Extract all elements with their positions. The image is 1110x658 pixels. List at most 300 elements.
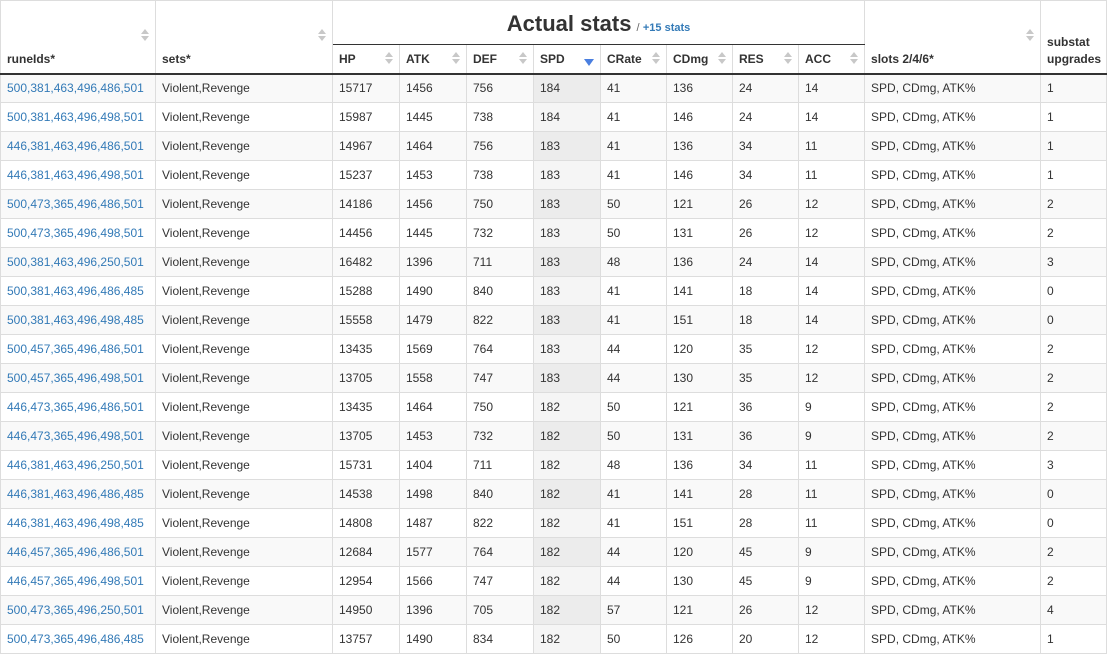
sort-icon <box>318 29 326 41</box>
sort-icon <box>141 29 149 41</box>
cell-cdmg: 126 <box>667 625 733 654</box>
col-header-cdmg[interactable] <box>667 45 733 74</box>
cell-runeids <box>1 306 156 335</box>
col-header-label: CDmg <box>673 51 709 66</box>
cell-cdmg: 151 <box>667 509 733 538</box>
cell-res: 26 <box>733 596 799 625</box>
cell-spd: 183 <box>534 364 601 393</box>
cell-acc: 9 <box>799 567 865 596</box>
cell-runeids <box>1 74 156 103</box>
cell-res: 36 <box>733 422 799 451</box>
cell-hp: 15288 <box>333 277 400 306</box>
table-row <box>1 277 1107 306</box>
cell-res: 20 <box>733 625 799 654</box>
cell-runeids <box>1 538 156 567</box>
rune-ids-link[interactable]: 500,473,365,496,486,485 <box>7 632 144 646</box>
cell-substat-upgrades: 1 <box>1041 103 1107 132</box>
cell-atk: 1490 <box>400 277 467 306</box>
cell-hp: 13705 <box>333 364 400 393</box>
cell-acc: 14 <box>799 248 865 277</box>
cell-res: 34 <box>733 132 799 161</box>
cell-def: 747 <box>467 364 534 393</box>
cell-crate: 48 <box>601 451 667 480</box>
cell-spd: 183 <box>534 248 601 277</box>
cell-sets: Violent,Revenge <box>156 480 333 509</box>
cell-atk: 1479 <box>400 306 467 335</box>
cell-substat-upgrades: 2 <box>1041 190 1107 219</box>
cell-cdmg: 121 <box>667 190 733 219</box>
cell-res: 26 <box>733 219 799 248</box>
cell-substat-upgrades: 2 <box>1041 567 1107 596</box>
cell-acc: 14 <box>799 306 865 335</box>
cell-def: 822 <box>467 509 534 538</box>
group-separator: / <box>636 21 640 34</box>
table-row <box>1 219 1107 248</box>
rune-ids-link[interactable]: 446,381,463,496,486,485 <box>7 487 144 501</box>
cell-res: 24 <box>733 74 799 103</box>
cell-cdmg: 141 <box>667 277 733 306</box>
cell-runeids <box>1 567 156 596</box>
cell-cdmg: 146 <box>667 103 733 132</box>
cell-slots: SPD, CDmg, ATK% <box>865 480 1041 509</box>
cell-substat-upgrades: 0 <box>1041 480 1107 509</box>
cell-runeids <box>1 509 156 538</box>
cell-def: 764 <box>467 335 534 364</box>
cell-cdmg: 151 <box>667 306 733 335</box>
sort-icon <box>519 52 527 64</box>
cell-slots: SPD, CDmg, ATK% <box>865 567 1041 596</box>
cell-slots: SPD, CDmg, ATK% <box>865 132 1041 161</box>
cell-sets: Violent,Revenge <box>156 364 333 393</box>
cell-sets: Violent,Revenge <box>156 538 333 567</box>
cell-atk: 1404 <box>400 451 467 480</box>
cell-slots: SPD, CDmg, ATK% <box>865 451 1041 480</box>
cell-crate: 44 <box>601 538 667 567</box>
cell-sets: Violent,Revenge <box>156 248 333 277</box>
cell-crate: 44 <box>601 335 667 364</box>
cell-hp: 15717 <box>333 74 400 103</box>
cell-substat-upgrades: 2 <box>1041 538 1107 567</box>
cell-def: 732 <box>467 422 534 451</box>
cell-runeids <box>1 451 156 480</box>
cell-spd: 183 <box>534 335 601 364</box>
cell-atk: 1577 <box>400 538 467 567</box>
cell-substat-upgrades: 1 <box>1041 74 1107 103</box>
cell-sets: Violent,Revenge <box>156 132 333 161</box>
cell-acc: 12 <box>799 335 865 364</box>
cell-cdmg: 136 <box>667 132 733 161</box>
sort-icon <box>850 52 858 64</box>
cell-slots: SPD, CDmg, ATK% <box>865 219 1041 248</box>
cell-sets: Violent,Revenge <box>156 219 333 248</box>
cell-atk: 1453 <box>400 422 467 451</box>
cell-cdmg: 131 <box>667 422 733 451</box>
cell-spd: 182 <box>534 422 601 451</box>
cell-hp: 15237 <box>333 161 400 190</box>
table-row <box>1 451 1107 480</box>
rune-ids-link[interactable]: 500,473,365,496,486,501 <box>7 197 144 211</box>
cell-res: 24 <box>733 103 799 132</box>
actual-stats-group-header <box>333 1 865 45</box>
cell-crate: 41 <box>601 161 667 190</box>
cell-sets: Violent,Revenge <box>156 103 333 132</box>
rune-ids-link[interactable]: 446,381,463,496,250,501 <box>7 458 144 472</box>
col-header-runeids[interactable] <box>1 1 156 74</box>
cell-acc: 14 <box>799 103 865 132</box>
plus15-stats-link[interactable]: +15 stats <box>642 21 691 34</box>
cell-substat-upgrades: 1 <box>1041 132 1107 161</box>
cell-runeids <box>1 625 156 654</box>
cell-hp: 15558 <box>333 306 400 335</box>
cell-slots: SPD, CDmg, ATK% <box>865 190 1041 219</box>
cell-spd: 183 <box>534 132 601 161</box>
cell-atk: 1498 <box>400 480 467 509</box>
col-header-hp[interactable] <box>333 45 400 74</box>
cell-atk: 1456 <box>400 190 467 219</box>
rune-ids-link[interactable]: 446,381,463,496,498,485 <box>7 516 144 530</box>
table-row <box>1 190 1107 219</box>
cell-res: 45 <box>733 538 799 567</box>
cell-acc: 14 <box>799 277 865 306</box>
col-header-res[interactable] <box>733 45 799 74</box>
table-row <box>1 567 1107 596</box>
cell-def: 750 <box>467 190 534 219</box>
cell-runeids <box>1 480 156 509</box>
cell-substat-upgrades: 0 <box>1041 509 1107 538</box>
cell-slots: SPD, CDmg, ATK% <box>865 625 1041 654</box>
cell-hp: 14808 <box>333 509 400 538</box>
cell-def: 840 <box>467 277 534 306</box>
cell-atk: 1456 <box>400 74 467 103</box>
cell-hp: 13705 <box>333 422 400 451</box>
rune-ids-link[interactable]: 446,473,365,496,486,501 <box>7 400 144 414</box>
col-header-label-line1: substat <box>1047 34 1090 49</box>
cell-crate: 50 <box>601 625 667 654</box>
cell-res: 35 <box>733 335 799 364</box>
rune-ids-link[interactable]: 446,457,365,496,486,501 <box>7 545 144 559</box>
cell-spd: 182 <box>534 625 601 654</box>
cell-res: 28 <box>733 480 799 509</box>
cell-slots: SPD, CDmg, ATK% <box>865 277 1041 306</box>
cell-substat-upgrades: 3 <box>1041 451 1107 480</box>
cell-hp: 12684 <box>333 538 400 567</box>
cell-substat-upgrades: 1 <box>1041 625 1107 654</box>
cell-cdmg: 136 <box>667 74 733 103</box>
cell-atk: 1566 <box>400 567 467 596</box>
col-header-slots[interactable] <box>865 1 1041 74</box>
cell-cdmg: 136 <box>667 451 733 480</box>
cell-atk: 1445 <box>400 219 467 248</box>
cell-res: 24 <box>733 248 799 277</box>
cell-spd: 183 <box>534 306 601 335</box>
rune-ids-link[interactable]: 446,381,463,496,486,501 <box>7 139 144 153</box>
cell-crate: 41 <box>601 277 667 306</box>
cell-hp: 14967 <box>333 132 400 161</box>
rune-ids-link[interactable]: 500,473,365,496,250,501 <box>7 603 144 617</box>
cell-sets: Violent,Revenge <box>156 393 333 422</box>
cell-atk: 1464 <box>400 132 467 161</box>
cell-substat-upgrades: 0 <box>1041 277 1107 306</box>
cell-cdmg: 120 <box>667 538 733 567</box>
cell-hp: 14456 <box>333 219 400 248</box>
cell-crate: 41 <box>601 306 667 335</box>
table-row <box>1 306 1107 335</box>
cell-runeids <box>1 132 156 161</box>
cell-acc: 9 <box>799 422 865 451</box>
cell-acc: 11 <box>799 161 865 190</box>
cell-def: 750 <box>467 393 534 422</box>
col-header-label: RES <box>739 51 764 66</box>
rune-ids-link[interactable]: 446,473,365,496,498,501 <box>7 429 144 443</box>
cell-def: 840 <box>467 480 534 509</box>
cell-atk: 1558 <box>400 364 467 393</box>
cell-crate: 44 <box>601 567 667 596</box>
cell-crate: 41 <box>601 132 667 161</box>
col-header-label: ATK <box>406 51 430 66</box>
cell-runeids <box>1 335 156 364</box>
cell-runeids <box>1 161 156 190</box>
cell-def: 711 <box>467 248 534 277</box>
rune-ids-link[interactable]: 500,381,463,496,486,485 <box>7 284 144 298</box>
cell-acc: 12 <box>799 190 865 219</box>
cell-substat-upgrades: 1 <box>1041 161 1107 190</box>
col-header-label: HP <box>339 51 356 66</box>
cell-crate: 44 <box>601 364 667 393</box>
table-row <box>1 393 1107 422</box>
cell-hp: 13435 <box>333 393 400 422</box>
cell-slots: SPD, CDmg, ATK% <box>865 596 1041 625</box>
col-header-substat-upgrades[interactable] <box>1041 1 1107 74</box>
col-header-crate[interactable] <box>601 45 667 74</box>
cell-substat-upgrades: 3 <box>1041 248 1107 277</box>
table-row <box>1 132 1107 161</box>
cell-hp: 13757 <box>333 625 400 654</box>
cell-slots: SPD, CDmg, ATK% <box>865 393 1041 422</box>
cell-atk: 1464 <box>400 393 467 422</box>
cell-sets: Violent,Revenge <box>156 567 333 596</box>
cell-def: 764 <box>467 538 534 567</box>
cell-atk: 1445 <box>400 103 467 132</box>
cell-acc: 9 <box>799 538 865 567</box>
cell-acc: 11 <box>799 132 865 161</box>
cell-hp: 16482 <box>333 248 400 277</box>
sort-icon <box>718 52 726 64</box>
table-row <box>1 248 1107 277</box>
cell-runeids <box>1 596 156 625</box>
rune-ids-link[interactable]: 500,457,365,496,486,501 <box>7 342 144 356</box>
col-header-label: DEF <box>473 51 497 66</box>
cell-crate: 41 <box>601 509 667 538</box>
cell-sets: Violent,Revenge <box>156 74 333 103</box>
cell-acc: 11 <box>799 480 865 509</box>
col-header-acc[interactable] <box>799 45 865 74</box>
cell-def: 738 <box>467 161 534 190</box>
cell-acc: 12 <box>799 219 865 248</box>
cell-hp: 13435 <box>333 335 400 364</box>
cell-crate: 41 <box>601 480 667 509</box>
cell-runeids <box>1 248 156 277</box>
cell-cdmg: 136 <box>667 248 733 277</box>
cell-acc: 11 <box>799 451 865 480</box>
sort-icon <box>1026 29 1034 41</box>
cell-spd: 183 <box>534 190 601 219</box>
cell-res: 34 <box>733 161 799 190</box>
table-row <box>1 625 1107 654</box>
rune-ids-link[interactable]: 500,457,365,496,498,501 <box>7 371 144 385</box>
cell-acc: 12 <box>799 364 865 393</box>
cell-runeids <box>1 103 156 132</box>
cell-substat-upgrades: 2 <box>1041 219 1107 248</box>
cell-crate: 41 <box>601 74 667 103</box>
cell-crate: 50 <box>601 422 667 451</box>
cell-spd: 183 <box>534 277 601 306</box>
table-row <box>1 509 1107 538</box>
cell-slots: SPD, CDmg, ATK% <box>865 103 1041 132</box>
sort-icon <box>385 52 393 64</box>
col-header-label: runeIds* <box>7 51 56 66</box>
cell-cdmg: 130 <box>667 567 733 596</box>
col-header-label: sets* <box>162 51 191 66</box>
cell-def: 705 <box>467 596 534 625</box>
cell-sets: Violent,Revenge <box>156 306 333 335</box>
cell-cdmg: 121 <box>667 393 733 422</box>
cell-res: 36 <box>733 393 799 422</box>
col-header-spd[interactable] <box>534 45 601 74</box>
cell-spd: 182 <box>534 538 601 567</box>
cell-atk: 1490 <box>400 625 467 654</box>
cell-def: 747 <box>467 567 534 596</box>
cell-acc: 12 <box>799 596 865 625</box>
col-header-atk[interactable] <box>400 45 467 74</box>
cell-spd: 182 <box>534 596 601 625</box>
cell-cdmg: 141 <box>667 480 733 509</box>
cell-crate: 41 <box>601 103 667 132</box>
cell-hp: 14950 <box>333 596 400 625</box>
cell-sets: Violent,Revenge <box>156 190 333 219</box>
cell-substat-upgrades: 2 <box>1041 335 1107 364</box>
sort-icon <box>784 52 792 64</box>
cell-crate: 50 <box>601 219 667 248</box>
cell-runeids <box>1 422 156 451</box>
cell-res: 35 <box>733 364 799 393</box>
cell-slots: SPD, CDmg, ATK% <box>865 335 1041 364</box>
table-row <box>1 103 1107 132</box>
table-row <box>1 596 1107 625</box>
col-header-label: ACC <box>805 51 831 66</box>
rune-ids-link[interactable]: 446,457,365,496,498,501 <box>7 574 144 588</box>
cell-res: 28 <box>733 509 799 538</box>
cell-hp: 15987 <box>333 103 400 132</box>
cell-sets: Violent,Revenge <box>156 509 333 538</box>
cell-def: 822 <box>467 306 534 335</box>
cell-sets: Violent,Revenge <box>156 451 333 480</box>
cell-crate: 48 <box>601 248 667 277</box>
cell-acc: 14 <box>799 74 865 103</box>
rune-ids-link[interactable]: 500,473,365,496,498,501 <box>7 226 144 240</box>
cell-def: 738 <box>467 103 534 132</box>
cell-runeids <box>1 364 156 393</box>
cell-sets: Violent,Revenge <box>156 422 333 451</box>
sort-icon <box>452 52 460 64</box>
cell-cdmg: 131 <box>667 219 733 248</box>
cell-res: 18 <box>733 306 799 335</box>
cell-spd: 182 <box>534 480 601 509</box>
cell-hp: 15731 <box>333 451 400 480</box>
col-header-def[interactable] <box>467 45 534 74</box>
sort-icon <box>652 52 660 64</box>
cell-spd: 184 <box>534 103 601 132</box>
cell-runeids <box>1 190 156 219</box>
cell-spd: 183 <box>534 219 601 248</box>
cell-atk: 1569 <box>400 335 467 364</box>
cell-res: 18 <box>733 277 799 306</box>
cell-atk: 1487 <box>400 509 467 538</box>
rune-ids-link[interactable]: 500,381,463,496,498,501 <box>7 110 144 124</box>
cell-def: 732 <box>467 219 534 248</box>
cell-crate: 57 <box>601 596 667 625</box>
cell-acc: 11 <box>799 509 865 538</box>
cell-crate: 50 <box>601 393 667 422</box>
rune-ids-link[interactable]: 500,381,463,496,486,501 <box>7 81 144 96</box>
table-row <box>1 364 1107 393</box>
cell-acc: 12 <box>799 625 865 654</box>
cell-sets: Violent,Revenge <box>156 625 333 654</box>
cell-acc: 9 <box>799 393 865 422</box>
col-header-label: SPD <box>540 51 565 66</box>
cell-crate: 50 <box>601 190 667 219</box>
cell-hp: 14186 <box>333 190 400 219</box>
cell-spd: 182 <box>534 567 601 596</box>
table-row <box>1 480 1107 509</box>
cell-def: 834 <box>467 625 534 654</box>
cell-slots: SPD, CDmg, ATK% <box>865 248 1041 277</box>
rune-ids-link[interactable]: 446,381,463,496,498,501 <box>7 168 144 182</box>
cell-spd: 182 <box>534 451 601 480</box>
cell-spd: 182 <box>534 509 601 538</box>
cell-atk: 1396 <box>400 596 467 625</box>
table-row <box>1 74 1107 103</box>
cell-slots: SPD, CDmg, ATK% <box>865 538 1041 567</box>
cell-def: 756 <box>467 74 534 103</box>
cell-hp: 12954 <box>333 567 400 596</box>
cell-substat-upgrades: 0 <box>1041 306 1107 335</box>
col-header-label: slots 2/4/6* <box>871 51 934 66</box>
cell-runeids <box>1 393 156 422</box>
col-header-label-line2: upgrades <box>1047 51 1102 66</box>
cell-slots: SPD, CDmg, ATK% <box>865 306 1041 335</box>
col-header-label: CRate <box>607 51 642 66</box>
cell-substat-upgrades: 2 <box>1041 422 1107 451</box>
cell-cdmg: 130 <box>667 364 733 393</box>
cell-res: 45 <box>733 567 799 596</box>
cell-substat-upgrades: 2 <box>1041 393 1107 422</box>
cell-hp: 14538 <box>333 480 400 509</box>
cell-atk: 1396 <box>400 248 467 277</box>
col-header-sets[interactable] <box>156 1 333 74</box>
cell-slots: SPD, CDmg, ATK% <box>865 509 1041 538</box>
cell-slots: SPD, CDmg, ATK% <box>865 422 1041 451</box>
rune-ids-link[interactable]: 500,381,463,496,250,501 <box>7 255 144 269</box>
rune-ids-link[interactable]: 500,381,463,496,498,485 <box>7 313 144 327</box>
cell-cdmg: 120 <box>667 335 733 364</box>
cell-substat-upgrades: 2 <box>1041 364 1107 393</box>
cell-cdmg: 146 <box>667 161 733 190</box>
cell-atk: 1453 <box>400 161 467 190</box>
table-row <box>1 335 1107 364</box>
cell-runeids <box>1 277 156 306</box>
cell-spd: 182 <box>534 393 601 422</box>
cell-sets: Violent,Revenge <box>156 335 333 364</box>
